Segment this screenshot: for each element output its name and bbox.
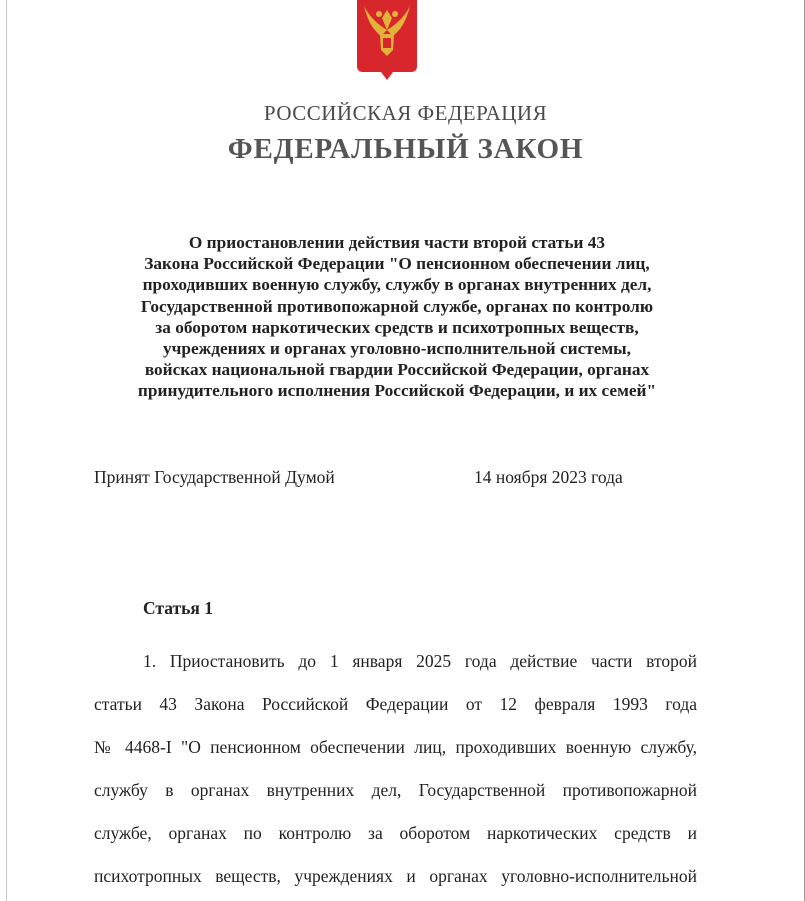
law-title-line: войсках национальной гвардии Российской Федерации, органах: [144, 360, 650, 380]
law-title-line: Закона Российской Федерации "О пенсионном обеспечении лиц,: [144, 254, 650, 274]
law-title-line: Государственной противопожарной службе, органах по контролю: [140, 296, 654, 316]
law-title: [107, 232, 687, 402]
article-heading: Статья 1: [143, 598, 213, 618]
document-type: ФЕДЕРАЛЬНЫЙ ЗАКОН: [227, 133, 584, 165]
adopted-by-label: Принят Государственной Думой: [94, 467, 335, 487]
article-text-line: психотропных веществ, учреждениях и органах уголовно-исполнительной: [94, 866, 697, 886]
law-title-line: за оборотом наркотических средств и психотропных веществ,: [155, 317, 639, 337]
article-text-line: статьи 43 Закона Российской Федерации от 12 февраля 1993 года: [94, 694, 697, 714]
law-title-line: О приостановлении действия части второй статьи 43: [188, 233, 606, 252]
article-text-line: службу в органах внутренних дел, Государственной противопожарной: [94, 780, 697, 800]
article-text-line: 1. Приостановить до 1 января 2025 года действие части второй: [143, 651, 697, 671]
law-title-line: проходивших военную службу, службу в органах внутренних дел,: [142, 275, 652, 295]
article-text-line: № 4468-I "О пенсионном обеспечении лиц, проходивших военную службу,: [94, 737, 697, 757]
article-body: [94, 640, 697, 898]
law-title-line: принудительного исполнения Российской Федерации, и их семей": [137, 381, 657, 401]
coat-of-arms-emblem: [357, 0, 417, 80]
document-page: [6, 0, 805, 901]
adoption-date: 14 ноября 2023 года: [474, 467, 623, 487]
country-name: РОССИЙСКАЯ ФЕДЕРАЦИЯ: [263, 101, 548, 125]
law-title-line: учреждениях и органах уголовно-исполнительной системы,: [163, 339, 631, 359]
article-text-line: службе, органах по контролю за оборотом наркотических средств и: [94, 823, 697, 843]
